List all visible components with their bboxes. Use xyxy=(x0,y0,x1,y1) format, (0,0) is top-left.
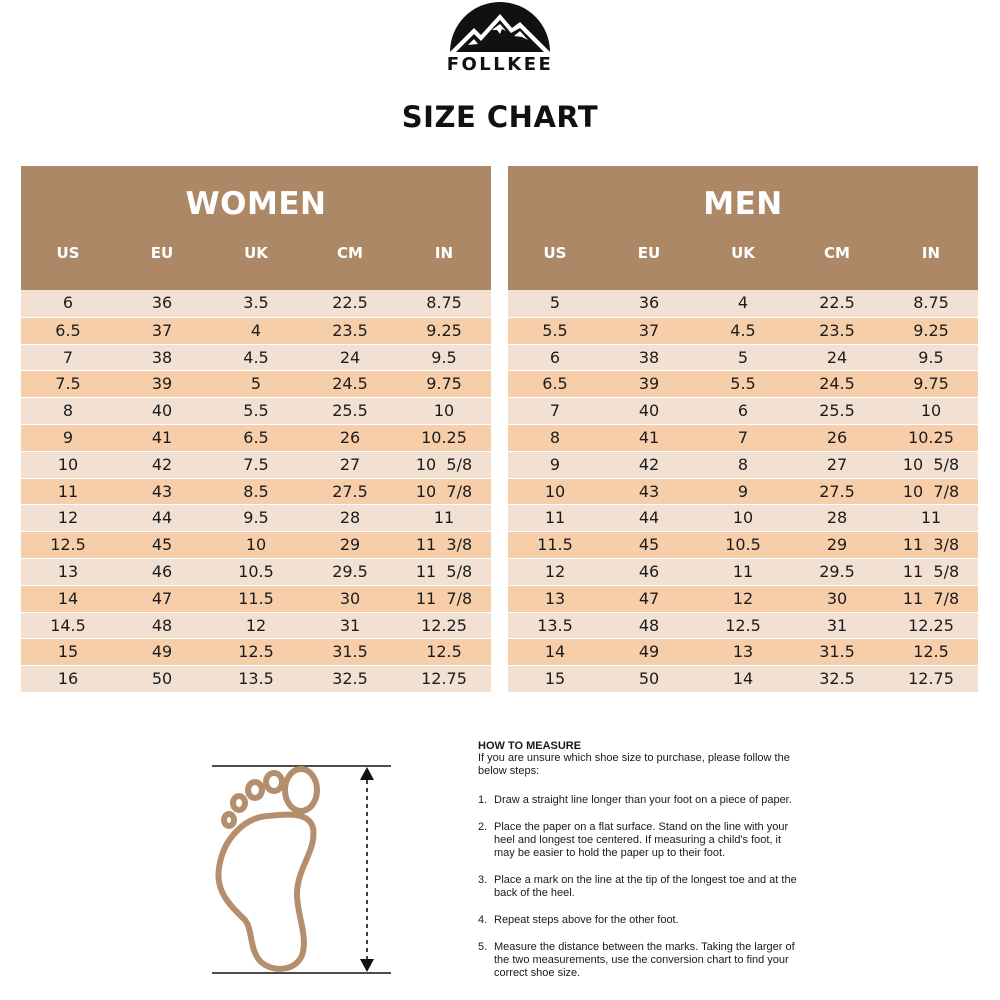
cell-cm: 24 xyxy=(339,347,361,367)
cell-cm: 31 xyxy=(339,615,361,635)
cell-us: 13 xyxy=(57,561,79,581)
cell-eu: 42 xyxy=(151,454,173,474)
table-row xyxy=(21,612,491,639)
cell-us: 12 xyxy=(57,508,79,528)
table-row xyxy=(508,344,978,371)
table-row xyxy=(508,290,978,317)
cell-in: 11 5/8 xyxy=(902,561,960,581)
cell-cm: 25.5 xyxy=(819,401,855,421)
cell-us: 6.5 xyxy=(55,320,81,340)
table-row xyxy=(21,397,491,424)
table-row xyxy=(21,665,491,692)
cell-eu: 44 xyxy=(638,508,660,528)
cell-eu: 46 xyxy=(151,561,173,581)
cell-uk: 11 xyxy=(732,561,754,581)
cell-cm: 27 xyxy=(826,454,848,474)
cell-in: 11 7/8 xyxy=(902,588,960,608)
cell-us: 7 xyxy=(549,401,561,421)
cell-us: 5.5 xyxy=(542,320,568,340)
cell-in: 10 7/8 xyxy=(902,481,960,501)
step-number: 4. xyxy=(478,914,488,926)
cell-in: 12.75 xyxy=(421,669,467,689)
cell-eu: 37 xyxy=(151,320,173,340)
cell-cm: 26 xyxy=(339,427,361,447)
men-table-title: MEN xyxy=(703,186,783,222)
cell-cm: 28 xyxy=(826,508,848,528)
cell-eu: 36 xyxy=(638,293,660,312)
cell-eu: 50 xyxy=(151,669,173,689)
cell-eu: 45 xyxy=(638,535,660,555)
cell-cm: 29 xyxy=(826,535,848,555)
brand-logo xyxy=(444,0,556,78)
cell-us: 14.5 xyxy=(50,615,86,635)
table-row xyxy=(508,504,978,531)
cell-cm: 29.5 xyxy=(332,561,368,581)
table-row xyxy=(21,638,491,665)
cell-uk: 14 xyxy=(732,669,754,689)
cell-uk: 7.5 xyxy=(243,454,269,474)
cell-in: 12.25 xyxy=(421,615,467,635)
table-row xyxy=(21,531,491,558)
cell-uk: 4 xyxy=(250,320,262,340)
men-size-table xyxy=(508,166,978,691)
cell-cm: 27.5 xyxy=(332,481,368,501)
step-text: Place the paper on a flat surface. Stand on the line with your heel and longest toe centered. If measuring a child's foot, it may be easier to hold the paper up to their foot. xyxy=(494,821,789,859)
table-row xyxy=(21,424,491,451)
cell-us: 15 xyxy=(57,642,79,662)
cell-eu: 41 xyxy=(151,427,173,447)
how-to-measure-title: HOW TO MEASURE xyxy=(478,740,582,752)
step-text: Repeat steps above for the other foot. xyxy=(494,914,679,926)
cell-cm: 32.5 xyxy=(332,669,368,689)
cell-us: 16 xyxy=(57,669,79,689)
cell-us: 10 xyxy=(544,481,566,501)
cell-us: 14 xyxy=(57,588,79,608)
cell-cm: 30 xyxy=(826,588,848,608)
cell-us: 11 xyxy=(544,508,566,528)
table-row xyxy=(21,558,491,585)
cell-uk: 8 xyxy=(737,454,749,474)
cell-in: 12.5 xyxy=(913,642,949,662)
mountain-logo-icon xyxy=(448,0,552,54)
cell-uk: 10.5 xyxy=(238,561,274,581)
cell-uk: 4.5 xyxy=(730,320,756,340)
table-row xyxy=(508,397,978,424)
cell-us: 15 xyxy=(544,669,566,689)
cell-uk: 12 xyxy=(245,615,267,635)
cell-in: 9.5 xyxy=(918,347,944,367)
cell-in: 10 xyxy=(920,401,942,421)
cell-in: 9.5 xyxy=(431,347,457,367)
table-row xyxy=(21,504,491,531)
cell-in: 9.25 xyxy=(913,320,949,340)
cell-in: 10.25 xyxy=(908,427,954,447)
table-row xyxy=(508,317,978,344)
men-table-body xyxy=(508,290,978,692)
cell-in: 11 xyxy=(433,508,455,528)
table-row xyxy=(508,558,978,585)
table-row xyxy=(21,370,491,397)
cell-cm: 29 xyxy=(339,535,361,555)
cell-eu: 44 xyxy=(151,508,173,528)
how-to-measure-intro: If you are unsure which shoe size to purchase, please follow the below steps: xyxy=(478,752,790,777)
cell-uk: 9.5 xyxy=(243,508,269,528)
cell-in: 9.25 xyxy=(426,320,462,340)
brand-name: FOLLKEE xyxy=(446,54,554,75)
table-row xyxy=(21,585,491,612)
cell-eu: 46 xyxy=(638,561,660,581)
column-header-us: US xyxy=(56,244,80,262)
cell-in: 11 xyxy=(920,508,942,528)
cell-eu: 48 xyxy=(638,615,660,635)
column-header-in: IN xyxy=(434,244,454,262)
cell-uk: 6 xyxy=(737,401,749,421)
foot-measure-figure xyxy=(205,758,400,980)
table-row xyxy=(508,424,978,451)
cell-us: 5 xyxy=(549,293,561,312)
table-row xyxy=(21,344,491,371)
cell-eu: 40 xyxy=(151,401,173,421)
cell-us: 13.5 xyxy=(537,615,573,635)
cell-in: 11 5/8 xyxy=(415,561,473,581)
cell-eu: 41 xyxy=(638,427,660,447)
cell-cm: 27.5 xyxy=(819,481,855,501)
cell-in: 11 3/8 xyxy=(902,535,960,555)
women-column-headers xyxy=(21,240,491,280)
step-number: 1. xyxy=(478,794,488,806)
cell-eu: 43 xyxy=(638,481,660,501)
cell-uk: 10 xyxy=(245,535,267,555)
cell-in: 9.75 xyxy=(426,374,462,394)
cell-uk: 13 xyxy=(732,642,754,662)
cell-uk: 4.5 xyxy=(243,347,269,367)
cell-us: 10 xyxy=(57,454,79,474)
cell-cm: 31 xyxy=(826,615,848,635)
cell-eu: 49 xyxy=(638,642,660,662)
cell-uk: 12 xyxy=(732,588,754,608)
cell-uk: 8.5 xyxy=(243,481,269,501)
cell-cm: 22.5 xyxy=(819,293,855,312)
measure-steps xyxy=(478,794,798,980)
step-number: 2. xyxy=(478,821,488,833)
cell-eu: 40 xyxy=(638,401,660,421)
men-column-headers xyxy=(508,240,978,280)
table-row xyxy=(508,370,978,397)
cell-in: 8.75 xyxy=(426,293,462,312)
foot-outline-icon xyxy=(205,758,400,980)
step-text: Draw a straight line longer than your foot on a piece of paper. xyxy=(494,794,792,806)
cell-us: 6 xyxy=(62,293,74,312)
cell-us: 13 xyxy=(544,588,566,608)
cell-eu: 42 xyxy=(638,454,660,474)
cell-uk: 12.5 xyxy=(725,615,761,635)
cell-cm: 26 xyxy=(826,427,848,447)
cell-in: 12.75 xyxy=(908,669,954,689)
table-row xyxy=(21,478,491,505)
cell-us: 9 xyxy=(549,454,561,474)
measure-step xyxy=(478,941,798,980)
cell-eu: 39 xyxy=(638,374,660,394)
cell-in: 12.5 xyxy=(426,642,462,662)
column-header-eu: EU xyxy=(637,244,661,262)
step-number: 3. xyxy=(478,874,488,886)
table-row xyxy=(508,638,978,665)
cell-in: 9.75 xyxy=(913,374,949,394)
step-text: Place a mark on the line at the tip of the longest toe and at the back of the heel. xyxy=(494,874,797,899)
column-header-in: IN xyxy=(921,244,941,262)
cell-us: 7.5 xyxy=(55,374,81,394)
cell-in: 11 3/8 xyxy=(415,535,473,555)
cell-uk: 10.5 xyxy=(725,535,761,555)
measure-step xyxy=(478,914,798,927)
column-header-cm: CM xyxy=(824,244,850,262)
cell-us: 11 xyxy=(57,481,79,501)
women-size-table xyxy=(21,166,491,691)
cell-cm: 24.5 xyxy=(332,374,368,394)
cell-us: 6.5 xyxy=(542,374,568,394)
cell-uk: 5 xyxy=(737,347,749,367)
cell-eu: 47 xyxy=(638,588,660,608)
cell-in: 10 xyxy=(433,401,455,421)
cell-cm: 30 xyxy=(339,588,361,608)
table-row xyxy=(508,612,978,639)
step-number: 5. xyxy=(478,941,488,953)
cell-cm: 23.5 xyxy=(819,320,855,340)
cell-cm: 32.5 xyxy=(819,669,855,689)
cell-cm: 29.5 xyxy=(819,561,855,581)
column-header-cm: CM xyxy=(337,244,363,262)
measure-step xyxy=(478,821,798,860)
cell-uk: 5.5 xyxy=(730,374,756,394)
men-table-header xyxy=(508,166,978,290)
cell-cm: 31.5 xyxy=(819,642,855,662)
cell-us: 12 xyxy=(544,561,566,581)
table-row xyxy=(508,451,978,478)
column-header-us: US xyxy=(543,244,567,262)
cell-uk: 10 xyxy=(732,508,754,528)
measure-step xyxy=(478,874,798,900)
cell-in: 10 5/8 xyxy=(902,454,960,474)
column-header-eu: EU xyxy=(150,244,174,262)
cell-eu: 38 xyxy=(151,347,173,367)
step-text: Measure the distance between the marks. Taking the larger of the two measurements, use the conversion chart to find your correct shoe size. xyxy=(494,941,795,979)
women-table-body xyxy=(21,290,491,692)
cell-eu: 37 xyxy=(638,320,660,340)
cell-in: 12.25 xyxy=(908,615,954,635)
table-row xyxy=(508,478,978,505)
cell-uk: 3.5 xyxy=(243,293,269,312)
table-row xyxy=(508,585,978,612)
cell-in: 10 7/8 xyxy=(415,481,473,501)
how-to-measure-section xyxy=(478,740,798,994)
cell-in: 10.25 xyxy=(421,427,467,447)
cell-uk: 5.5 xyxy=(243,401,269,421)
cell-eu: 43 xyxy=(151,481,173,501)
cell-us: 8 xyxy=(549,427,561,447)
cell-uk: 5 xyxy=(250,374,262,394)
table-row xyxy=(21,317,491,344)
cell-cm: 22.5 xyxy=(332,293,368,312)
cell-cm: 24.5 xyxy=(819,374,855,394)
table-row xyxy=(21,451,491,478)
cell-in: 8.75 xyxy=(913,293,949,312)
cell-uk: 13.5 xyxy=(238,669,274,689)
cell-in: 11 7/8 xyxy=(415,588,473,608)
cell-eu: 45 xyxy=(151,535,173,555)
cell-cm: 24 xyxy=(826,347,848,367)
cell-cm: 25.5 xyxy=(332,401,368,421)
cell-us: 12.5 xyxy=(50,535,86,555)
cell-eu: 48 xyxy=(151,615,173,635)
women-table-title: WOMEN xyxy=(185,186,327,222)
cell-eu: 36 xyxy=(151,293,173,312)
cell-cm: 31.5 xyxy=(332,642,368,662)
table-row xyxy=(508,665,978,692)
cell-us: 6 xyxy=(549,347,561,367)
cell-us: 14 xyxy=(544,642,566,662)
cell-uk: 4 xyxy=(737,293,749,312)
cell-eu: 38 xyxy=(638,347,660,367)
cell-uk: 6.5 xyxy=(243,427,269,447)
cell-eu: 47 xyxy=(151,588,173,608)
women-table-header xyxy=(21,166,491,290)
cell-eu: 50 xyxy=(638,669,660,689)
cell-eu: 39 xyxy=(151,374,173,394)
cell-in: 10 5/8 xyxy=(415,454,473,474)
cell-uk: 11.5 xyxy=(238,588,274,608)
cell-us: 11.5 xyxy=(537,535,573,555)
table-row xyxy=(508,531,978,558)
cell-uk: 9 xyxy=(737,481,749,501)
cell-uk: 12.5 xyxy=(238,642,274,662)
column-header-uk: UK xyxy=(244,244,268,262)
column-header-uk: UK xyxy=(731,244,755,262)
measure-step xyxy=(478,794,798,807)
table-row xyxy=(21,290,491,317)
cell-uk: 7 xyxy=(737,427,749,447)
cell-us: 7 xyxy=(62,347,74,367)
cell-eu: 49 xyxy=(151,642,173,662)
cell-us: 9 xyxy=(62,427,74,447)
cell-cm: 23.5 xyxy=(332,320,368,340)
page-title: SIZE CHART xyxy=(401,100,599,134)
cell-cm: 28 xyxy=(339,508,361,528)
cell-cm: 27 xyxy=(339,454,361,474)
cell-us: 8 xyxy=(62,401,74,421)
